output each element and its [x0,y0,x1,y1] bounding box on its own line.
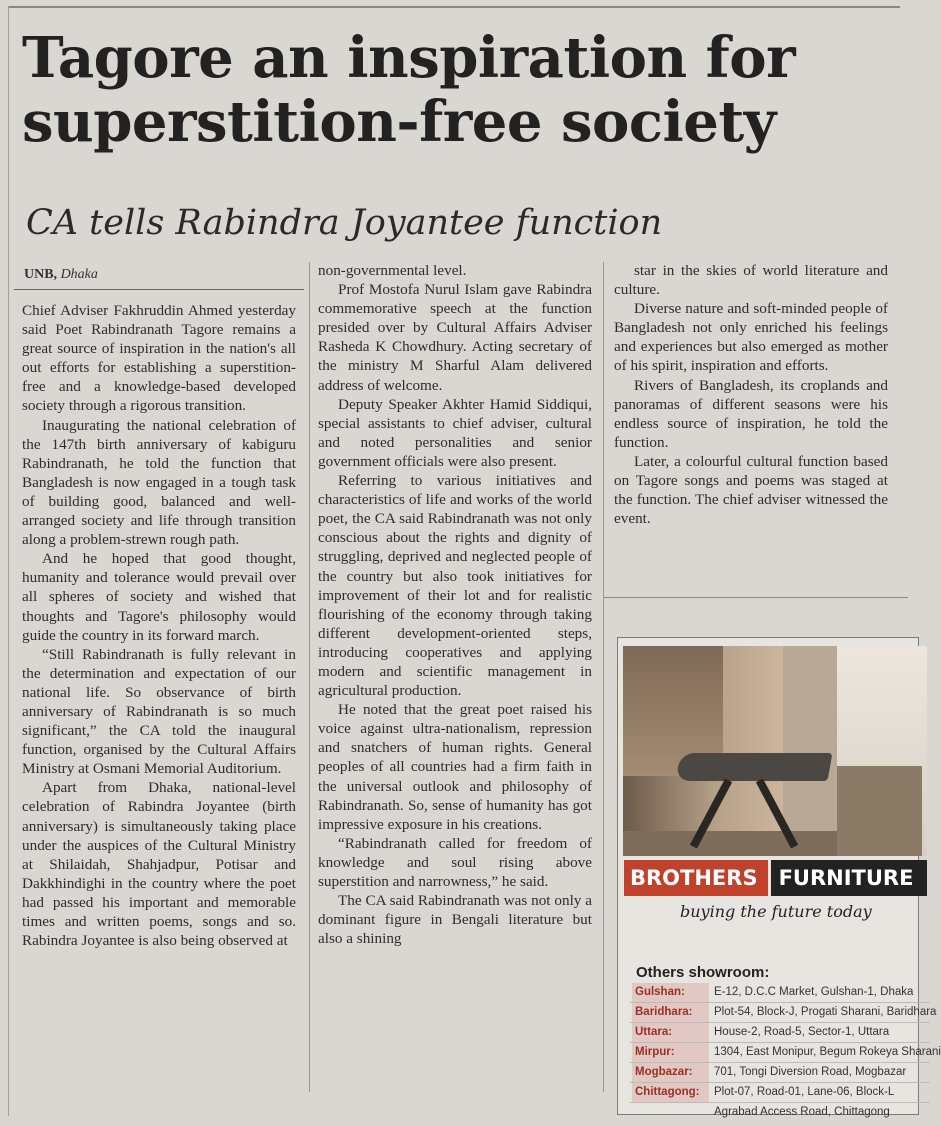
paragraph: Referring to various initiatives and characteristics of life and works of the world poet, the CA said Rabindranath was not only conscious about the rights and dignity of struggling, deprived and neglected people of the country but also took initiatives for improvement of their lot and for realistic flourishing of the economy through taking different development-oriented steps, introducing cooperatives and applying modern and scientific management in agricultural production. [318,472,592,700]
headline: Tagore an inspiration for superstition-free society [22,25,796,155]
furniture-advertisement [617,637,941,1118]
paragraph: Diverse nature and soft-minded people of Bangladesh not only enriched his feelings and experiences but also emerged as mother of his spirit, inspiration and efforts. [614,300,888,375]
article-column-2 [318,261,592,948]
column-separator [603,262,604,1092]
left-rule [8,6,9,1116]
paragraph: Chief Adviser Fakhruddin Ahmed yesterday said Poet Rabindranath Tagore remains a great source of inspiration in the nation's all out efforts for establishing a superstition-free and a knowledge-based developed society through a rigorous transition. [22,302,296,415]
paragraph: Apart from Dhaka, national-level celebration of Rabindra Joyantee (birth anniversary) is simultaneously taking place under the auspices of the Cultural Ministry at Shilaidah, Shahjadpur, Potisar and Dakkhindighi in the country where the poet had passed his important and memorable times and written poems, songs and so. Rabindra Joyantee is also being observed at [22,779,296,950]
byline [24,266,98,284]
article-column-1 [22,301,296,950]
subheadline: CA tells Rabindra Joyantee function [26,203,663,243]
paragraph: Inaugurating the national celebration of the 147th birth anniversary of kabiguru Rabindranath, he told the function that Bangladesh is now engaged in a tough task of building good, balanced and well-arranged society and life through transition along a problem-strewn rough path. [22,416,296,549]
paragraph: Later, a colourful cultural function based on Tagore songs and poems was staged at the function. The chief adviser witnessed the event. [614,452,888,528]
list-item [630,1003,937,1023]
cabinet-image [837,766,922,856]
ad-tagline: buying the future today [680,902,872,921]
list-item [630,1103,930,1122]
paragraph: star in the skies of world literature and culture. [614,262,888,299]
paragraph: non-governmental level. [318,262,467,279]
showroom-address: Plot-54, Block-J, Progati Sharani, Baridhara [714,1006,937,1018]
paragraph: Deputy Speaker Akhter Hamid Siddiqui, special assistants to chief adviser, cultural and noted personalities and senior government officials were also present. [318,395,592,470]
paragraph: He noted that the great poet raised his voice against ultra-nationalism, repression and snatchers of human rights. General peoples of all countries had a firm faith in the universal outlook and philosophy of Rabindranath. So, sense of humanity has got impressive exposure in his creations. [318,701,592,833]
paragraph: “Rabindranath called for freedom of knowledge and soul rising above superstition and narrowness,” he said. [318,834,592,890]
paragraph: Prof Mostofa Nurul Islam gave Rabindra commemorative speech at the function presided over by Cultural Affairs Adviser Rasheda K Chowdhury. Acting secretary of the ministry M Sharful Alam delivered address of welcome. [318,281,592,394]
showroom-heading: Others showroom: [636,964,770,981]
brand-logo [624,860,927,896]
showroom-address: House-2, Road-5, Sector-1, Uttara [714,1026,890,1038]
ad-divider [604,597,908,598]
list-item [630,1083,930,1103]
list-item [630,1023,930,1043]
top-rule [8,6,900,8]
article-column-3 [614,261,888,528]
paragraph: The CA said Rabindranath was not only a dominant figure in Bengali literature but also a shining [318,892,592,948]
list-item [630,1043,941,1063]
paragraph: Rivers of Bangladesh, its croplands and panoramas of different seasons were his endless source of inspiration, he told the function. [614,376,888,451]
showroom-area: Mogbazar: [632,1063,709,1082]
table-image [676,753,833,781]
showroom-address: E-12, D.C.C Market, Gulshan-1, Dhaka [714,986,914,998]
byline-rule [14,289,304,290]
showroom-area: Gulshan: [632,983,709,1002]
brand-name-part2: FURNITURE [771,860,928,896]
showroom-area: Mirpur: [632,1043,709,1062]
list-item [630,983,930,1003]
furniture-photo [623,646,918,856]
showroom-area: Chittagong: [632,1083,709,1102]
byline-place: Dhaka [60,267,98,282]
showroom-list [630,983,941,1122]
showroom-area: Baridhara: [632,1003,709,1022]
showroom-address: 701, Tongi Diversion Road, Mogbazar [714,1066,907,1078]
paragraph: “Still Rabindranath is fully relevant in the determination and expectation of our national life. So observance of birth anniversary of Rabindranath is so much significant,” the CA told the inaugural function, organised by the Cultural Affairs Ministry at Osmani Memorial Auditorium. [22,645,296,778]
paragraph: And he hoped that good thought, humanity and tolerance would prevail over all spheres of society and wished that thoughts and Tagore's philosophy would guide the country in its forward march. [22,550,296,644]
column-separator [309,262,310,1092]
showroom-address: Agrabad Access Road, Chittagong [714,1106,890,1118]
byline-agency: UNB, [24,267,58,282]
showroom-address: Plot-07, Road-01, Lane-06, Block-L [714,1086,895,1098]
showroom-address: 1304, East Monipur, Begum Rokeya Sharani [714,1046,941,1058]
list-item [630,1063,930,1083]
showroom-area: Uttara: [632,1023,709,1042]
brand-name-part1: BROTHERS [624,860,768,896]
